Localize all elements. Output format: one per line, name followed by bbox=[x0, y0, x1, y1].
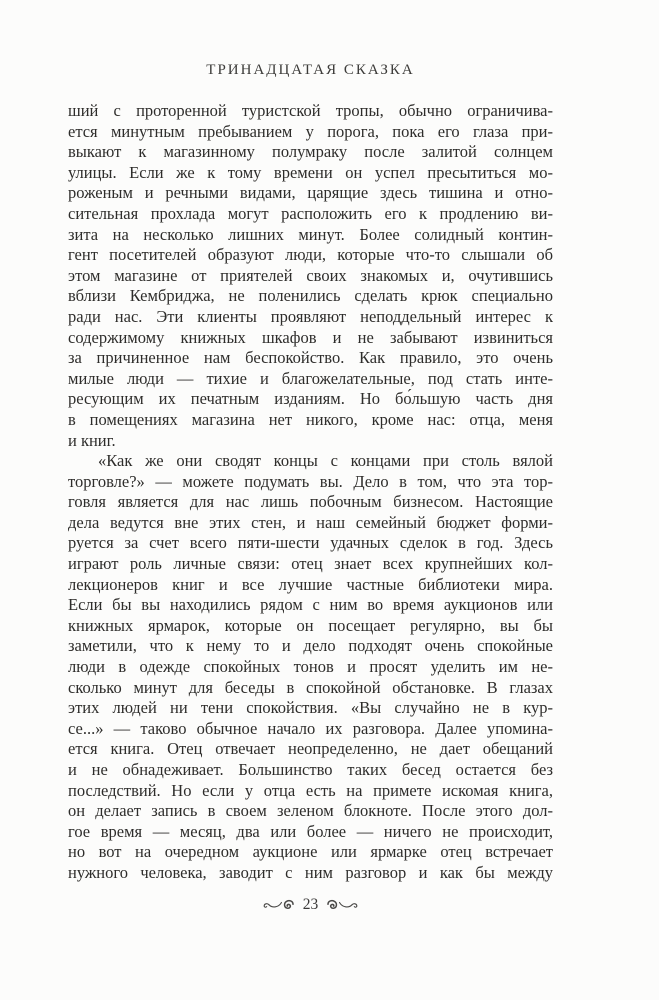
text-line: он делает запись в своем зеленом блокноте. После этого дол- bbox=[68, 801, 553, 821]
text-line: Если бы вы находились рядом с ним во время аукционов или bbox=[68, 595, 553, 615]
page-footer bbox=[68, 897, 553, 915]
text-line: гое время — месяц, два или более — ничего не происходит, bbox=[68, 821, 553, 841]
text-line: торговле?» — можете подумать вы. Дело в том, что эта тор- bbox=[68, 471, 553, 491]
text-line: гент посетителей образуют люди, которые что-то слышали об bbox=[68, 245, 553, 265]
text-line: содержимому книжных шкафов и не забывают извиниться bbox=[68, 327, 553, 347]
text-line: за причиненное нам беспокойство. Как правило, это очень bbox=[68, 348, 553, 368]
text-line: руется за счет всего пяти-шести удачных сделок в год. Здесь bbox=[68, 533, 553, 553]
text-line: нужного человека, заводит с ним разговор и как бы между bbox=[68, 862, 553, 882]
text-line: люди в одежде спокойных тонов и просят уделить им не- bbox=[68, 657, 553, 677]
text-line: роженым и речными видами, царящие здесь тишина и отно- bbox=[68, 183, 553, 203]
footer-flourish-icon bbox=[325, 898, 359, 913]
text-line: улицы. Если же к тому времени он успел пресытиться мо- bbox=[68, 162, 553, 182]
text-line: но вот на очередном аукционе или ярмарке отец встречает bbox=[68, 842, 553, 862]
page-number: 23 bbox=[302, 896, 319, 913]
text-line: милые люди — тихие и благожелательные, под стать инте- bbox=[68, 368, 553, 388]
text-body bbox=[68, 101, 553, 884]
footer-flourish-icon bbox=[262, 898, 296, 913]
text-line: ради нас. Эти клиенты проявляют неподдельный интерес к bbox=[68, 306, 553, 326]
text-line: лекционеров книг и все лучшие частные библиотеки мира. bbox=[68, 574, 553, 594]
text-line: выкают к магазинному полумраку после залитой солнцем bbox=[68, 142, 553, 162]
text-line: дела ведутся вне этих стен, и наш семейный бюджет форми- bbox=[68, 512, 553, 532]
text-line: зита на несколько лишних минут. Более солидный контин- bbox=[68, 224, 553, 244]
text-line: се...» — таково обычное начало их разговора. Далее упомина- bbox=[68, 718, 553, 738]
text-line: в помещениях магазина нет никого, кроме нас: отца, меня bbox=[68, 409, 553, 429]
text-line: ется книга. Отец отвечает неопределенно, не дает обещаний bbox=[68, 739, 553, 759]
text-line: книжных ярмарок, которые он посещает регулярно, вы бы bbox=[68, 615, 553, 635]
text-line: сительная прохлада могут расположить его к продлению ви- bbox=[68, 203, 553, 223]
text-line: «Как же они сводят концы с концами при столь вялой bbox=[98, 451, 553, 471]
text-line: играют роль личные связи: отец знает всех крупнейших кол- bbox=[68, 554, 553, 574]
text-line: ресующим их печатным изданиям. Но бо́льшую часть дня bbox=[68, 389, 553, 409]
text-line: вблизи Кембриджа, не поленились сделать крюк специально bbox=[68, 286, 553, 306]
text-line: ший с проторенной туристской тропы, обычно ограничива- bbox=[68, 101, 553, 120]
text-line: сколько минут для беседы в спокойной обстановке. В глазах bbox=[68, 677, 553, 697]
text-line: этих людей ни тени спокойствия. «Вы случайно не в кур- bbox=[68, 698, 553, 718]
text-line: и не обнадеживает. Большинство таких бесед остается без bbox=[68, 760, 553, 779]
text-line: последствий. Но если у отца есть на примете искомая книга, bbox=[68, 780, 553, 800]
running-head-title: ТРИНАДЦАТАЯ СКАЗКА bbox=[206, 62, 415, 78]
text-line: ется минутным пребыванием у порога, пока его глаза при- bbox=[68, 121, 553, 141]
paragraph bbox=[68, 451, 553, 883]
text-line: этом магазине от приятелей своих знакомых и, очутившись bbox=[68, 265, 553, 285]
paragraph bbox=[68, 101, 553, 451]
text-line: заметили, что к нему то и дело подходят очень спокойные bbox=[68, 636, 553, 656]
text-line: говля является для нас лишь побочным бизнесом. Настоящие bbox=[68, 492, 553, 512]
text-line: и книг. bbox=[68, 430, 116, 450]
